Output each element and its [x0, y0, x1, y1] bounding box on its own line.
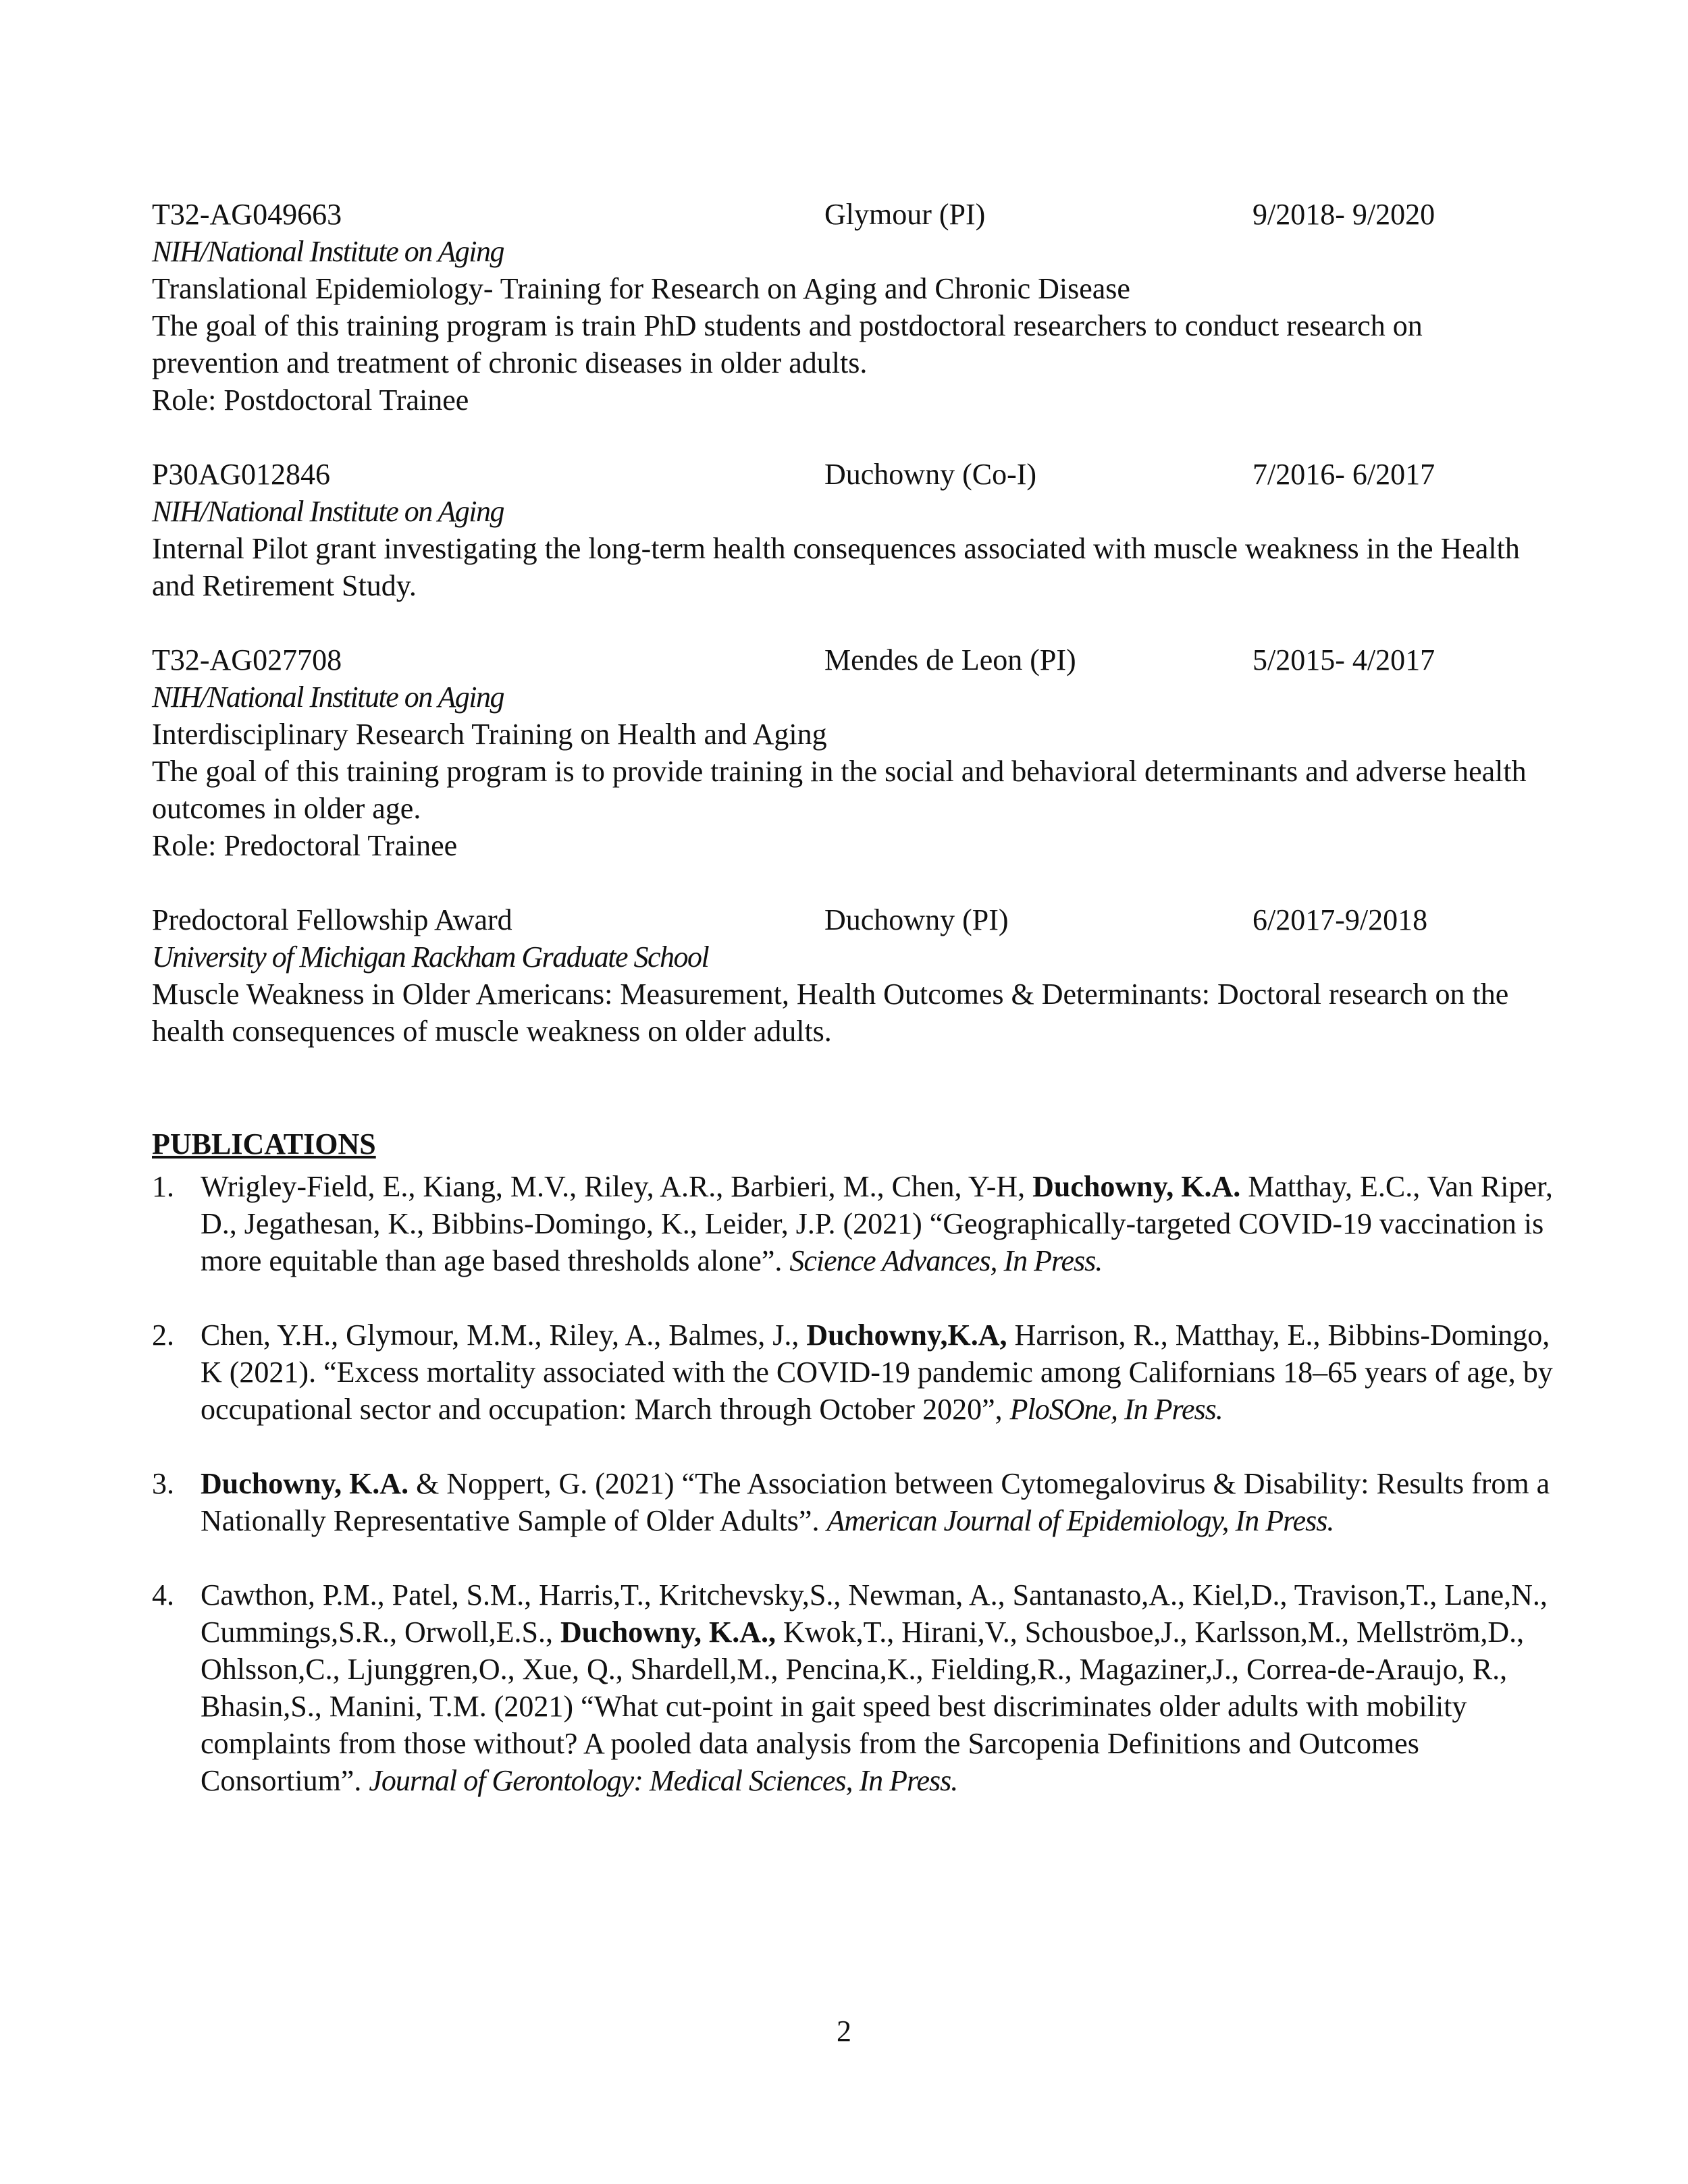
publication-item [152, 1168, 1553, 1279]
grant-sponsor: NIH/National Institute on Aging [152, 495, 504, 528]
publications-heading: PUBLICATIONS [152, 1127, 376, 1161]
grant-sponsor: University of Michigan Rackham Graduate School [152, 940, 709, 974]
publication-text: Kwok,T., Hirani,V., Schousboe,J., Karlsson,M., Mellström,D., Ohlsson,C., Ljunggren,O., Xue, Q., Shardell,M., Pencina,K., Fielding,R., Magaziner,J., Correa-de-Araujo, R., Bhasin,S., Manini, T.M. (2021) “What cut-point in gait speed best discriminates older adults with mobility complaints from those without? A pooled data analysis from the Sarcopenia Definitions and Outcomes Consortium”. [201, 1616, 1525, 1797]
grant-id: T32-AG049663 [152, 198, 342, 231]
publication-item [152, 1465, 1553, 1539]
publication-journal: Science Advances, In Press. [789, 1244, 1103, 1277]
grant-pi: Duchowny (PI) [824, 903, 1009, 936]
grant-role: Role: Predoctoral Trainee [152, 829, 458, 862]
grant-description: Muscle Weakness in Older Americans: Measurement, Health Outcomes & Determinants: Doctoral research on the health consequences of muscle weakness on older adults. [152, 978, 1509, 1048]
publication-text: Harrison, R., Matthay, E., Bibbins-Domingo, K (2021). “Excess mortality associated with the COVID-19 pandemic among Californians 18–65 years of age, by occupational sector and occupation: March through October 2020”, [201, 1319, 1553, 1426]
grant-sponsor: NIH/National Institute on Aging [152, 235, 504, 268]
grant-header [152, 196, 1553, 233]
publication-authors: Wrigley-Field, E., Kiang, M.V., Riley, A.R., Barbieri, M., Chen, Y-H, [201, 1170, 1033, 1203]
publication-authors: Cawthon, P.M., Patel, S.M., Harris,T., Kritchevsky,S., Newman, A., Santanasto,A., Kiel,D., Travison,T., Lane,N., Cummings,S.R., Orwoll,E.S., [201, 1578, 1548, 1649]
grant-dates: 6/2017-9/2018 [1252, 903, 1428, 936]
publication-number: 4. [152, 1578, 174, 1612]
grant-id: P30AG012846 [152, 458, 331, 491]
publication-highlight-author: Duchowny, K.A. [201, 1467, 409, 1500]
grant-description: The goal of this training program is train PhD students and postdoctoral researchers to conduct research on prevention and treatment of chronic diseases in older adults. [152, 309, 1423, 379]
grant-pi: Duchowny (Co-I) [824, 458, 1037, 491]
publication-item [152, 1316, 1553, 1428]
publication-number: 2. [152, 1319, 174, 1352]
publication-number: 3. [152, 1467, 174, 1500]
publication-journal: PloSOne, In Press. [1009, 1393, 1223, 1426]
grant-title: Interdisciplinary Research Training on Health and Aging [152, 718, 827, 751]
grant-dates: 9/2018- 9/2020 [1252, 198, 1435, 231]
grant-header [152, 641, 1553, 678]
grant-title: Translational Epidemiology- Training for Research on Aging and Chronic Disease [152, 272, 1130, 305]
grant-dates: 7/2016- 6/2017 [1252, 458, 1435, 491]
grant-entry [152, 901, 1553, 1050]
publication-text: Matthay, E.C., Van Riper, D., Jegathesan, K., Bibbins-Domingo, K., Leider, J.P. (2021) “Geographically-targeted COVID-19 vaccination is more equitable than age based thresholds alone”. [201, 1170, 1553, 1277]
grant-entry [152, 196, 1553, 419]
grant-pi: Glymour (PI) [824, 198, 986, 231]
grant-entry [152, 641, 1553, 864]
grant-entry [152, 456, 1553, 604]
publication-item [152, 1576, 1553, 1799]
publication-number: 1. [152, 1170, 174, 1203]
page-content [152, 196, 1553, 1836]
publication-highlight-author: Duchowny,K.A, [806, 1319, 1007, 1352]
page-number: 2 [837, 2015, 851, 2048]
grant-header [152, 901, 1553, 938]
publication-text: & Noppert, G. (2021) “The Association between Cytomegalovirus & Disability: Results from a Nationally Representative Sample of Older Adults”. [201, 1467, 1550, 1537]
grant-description: The goal of this training program is to provide training in the social and behavioral determinants and adverse health outcomes in older age. [152, 755, 1527, 825]
grant-sponsor: NIH/National Institute on Aging [152, 681, 504, 714]
publication-list [152, 1168, 1553, 1799]
publication-authors: Chen, Y.H., Glymour, M.M., Riley, A., Balmes, J., [201, 1319, 807, 1352]
grant-header [152, 456, 1553, 493]
publication-journal: American Journal of Epidemiology, In Press. [826, 1504, 1334, 1537]
grant-dates: 5/2015- 4/2017 [1252, 643, 1435, 676]
grant-role: Role: Postdoctoral Trainee [152, 383, 469, 417]
grant-pi: Mendes de Leon (PI) [824, 643, 1076, 676]
grant-description: Internal Pilot grant investigating the long-term health consequences associated with muscle weakness in the Health and Retirement Study. [152, 532, 1520, 602]
grant-id: Predoctoral Fellowship Award [152, 903, 512, 936]
publication-highlight-author: Duchowny, K.A. [1032, 1170, 1241, 1203]
publication-journal: Journal of Gerontology: Medical Sciences, In Press. [369, 1764, 958, 1797]
grant-id: T32-AG027708 [152, 643, 342, 676]
publication-highlight-author: Duchowny, K.A., [560, 1616, 776, 1649]
